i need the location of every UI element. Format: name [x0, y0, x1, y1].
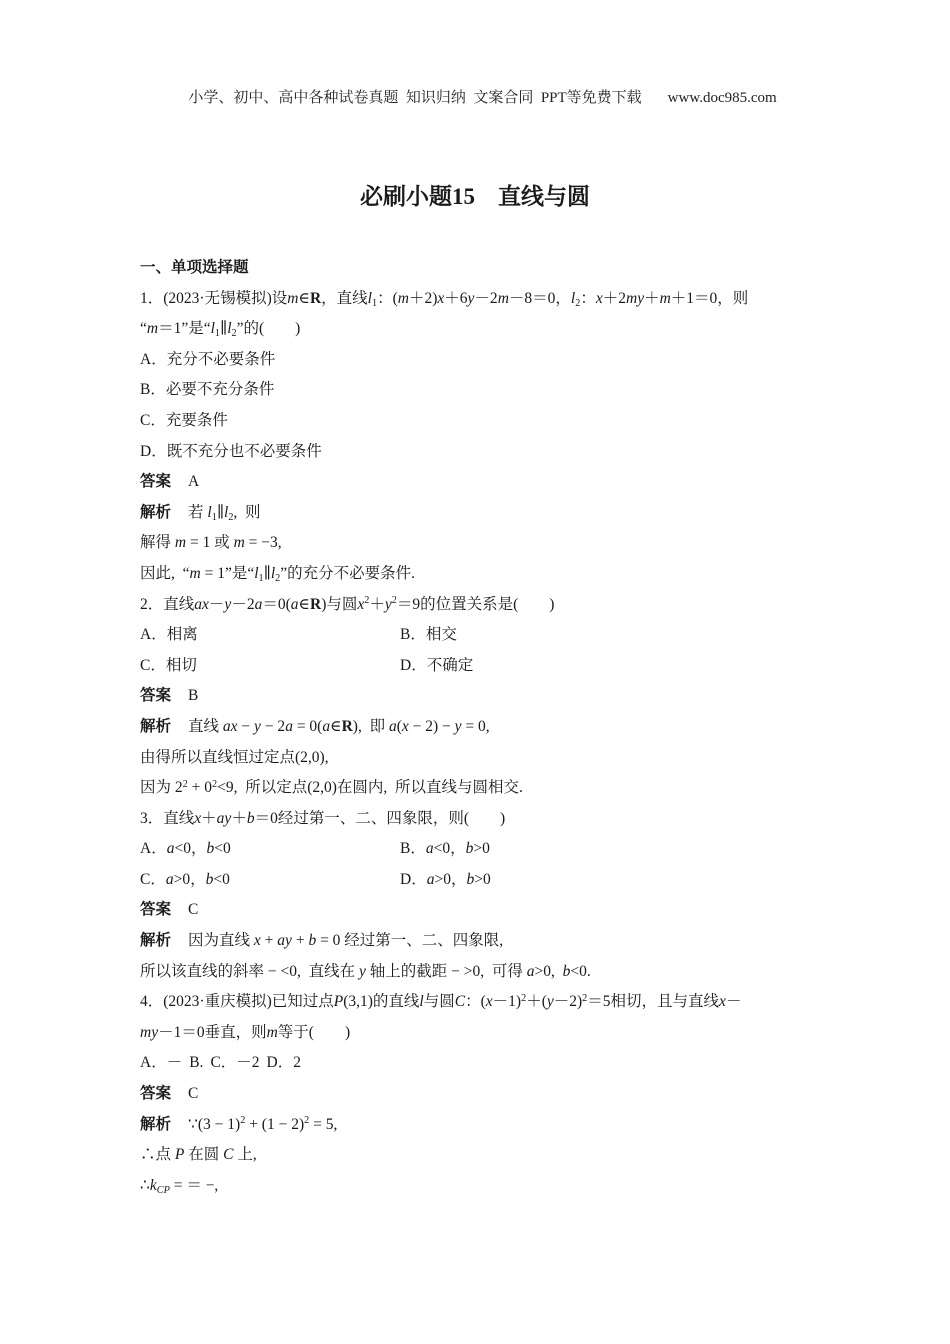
analysis-label: 解析: [140, 503, 172, 521]
answer-line: [140, 1079, 820, 1110]
option-label: D．: [266, 1054, 294, 1072]
math-variable: y: [358, 962, 366, 980]
text-run: ∈: [298, 595, 310, 613]
math-bold-symbol: R: [341, 717, 353, 735]
text-run: 因为 2: [140, 779, 183, 797]
text-run: 直线: [188, 717, 223, 735]
answer-line: [140, 895, 820, 926]
math-variable: a: [285, 717, 293, 735]
math-variable: a: [322, 717, 331, 735]
math-variable: x: [595, 289, 603, 307]
text-run: − 2) −: [408, 717, 455, 735]
math-variable: m: [397, 289, 409, 307]
math-variable: m: [287, 289, 299, 307]
question-stem: [140, 590, 820, 621]
text-run: , 则: [233, 503, 261, 521]
math-variable: l: [207, 503, 212, 521]
text-run: ∴: [140, 1176, 150, 1194]
superscript: 2: [391, 595, 397, 607]
text-run: ＋2): [408, 289, 438, 307]
text-run: ＋1＝0，则: [670, 289, 749, 307]
math-variable: y: [454, 717, 462, 735]
option-c: [140, 651, 400, 682]
site-header-text: 小学、初中、高中各种试卷真题 知识归纳 文案合同 PPT等免费下载: [188, 90, 642, 106]
option-label: B.: [189, 1054, 204, 1072]
answer-line: [140, 681, 820, 712]
text-run: >0，: [173, 870, 206, 888]
answer-value: C: [188, 1085, 199, 1103]
option-c: [140, 865, 400, 896]
text-run: )与圆: [321, 595, 358, 613]
text-run: −: [237, 717, 255, 735]
text-run: + 0: [187, 779, 212, 797]
math-variable: m: [266, 1023, 278, 1041]
text-run: －2: [231, 595, 255, 613]
text-run: 解得: [140, 534, 175, 552]
analysis-block: [140, 926, 820, 987]
question-stem-line: [140, 284, 820, 315]
option-d: [400, 651, 820, 682]
text-run: 上,: [233, 1146, 257, 1164]
question-1: [140, 284, 820, 590]
analysis-line: [140, 957, 820, 988]
math-variable: b: [308, 932, 317, 950]
math-variable: ax: [222, 717, 238, 735]
math-variable: m: [497, 289, 509, 307]
text-run: －2): [553, 993, 583, 1011]
text-run: ∥: [216, 503, 224, 521]
question-2: [140, 590, 820, 804]
analysis-line: [140, 1110, 820, 1141]
text-run: (: [396, 717, 402, 735]
math-variable: a: [388, 717, 397, 735]
italic-subscript: CP: [156, 1185, 170, 1197]
option-b: [400, 620, 820, 651]
site-header: [0, 68, 950, 106]
option-d: [267, 1048, 301, 1079]
text-run: = 0 经过第一、二、四象限,: [316, 932, 504, 950]
analysis-block: [140, 712, 820, 804]
option-label: C．: [140, 411, 166, 429]
math-variable: my: [140, 1023, 159, 1041]
analysis-block: [140, 1110, 820, 1202]
superscript: 2: [240, 1115, 246, 1127]
analysis-block: [140, 498, 820, 590]
option-label: A．: [140, 840, 167, 858]
answer-value: C: [188, 901, 199, 919]
analysis-label: 解析: [140, 717, 172, 735]
answer-value: A: [188, 473, 200, 491]
text-run: ＝0(: [262, 595, 291, 613]
text-run: 4．(2023·重庆模拟)已知过点: [140, 993, 334, 1011]
question-stem-line: [140, 314, 820, 345]
analysis-line: [140, 528, 820, 559]
question-stem-line: [140, 590, 820, 621]
text-run: = 1 或: [186, 534, 234, 552]
text-run: = ＝ −,: [169, 1176, 219, 1194]
document-body: [140, 253, 820, 1201]
text-run: －1): [492, 993, 522, 1011]
math-variable: y: [546, 993, 554, 1011]
text-run: = 0,: [461, 717, 490, 735]
math-variable: a: [425, 840, 434, 858]
math-variable: b: [466, 870, 475, 888]
text-run: 若: [188, 503, 208, 521]
option-label: A．: [140, 350, 167, 368]
text-run: >0: [473, 840, 490, 858]
question-stem: [140, 284, 820, 345]
text-run: ”的充分不必要条件.: [280, 564, 416, 582]
section-heading: 一、单项选择题: [140, 259, 249, 276]
math-variable: y: [254, 717, 261, 735]
text-run: ＋6: [444, 289, 468, 307]
math-variable: l: [210, 320, 215, 338]
option-label: A．: [140, 1054, 167, 1072]
math-variable: a: [290, 595, 299, 613]
option-list: [140, 620, 820, 681]
text-run: + (1 − 2): [245, 1115, 305, 1133]
math-variable: ay: [216, 809, 232, 827]
text-run: = 0(: [292, 717, 323, 735]
text-run: ＝9的位置关系是( ): [396, 595, 555, 613]
analysis-line: [140, 1140, 820, 1171]
text-run: <0，: [433, 840, 466, 858]
text-run: ＝0经过第一、二、四象限，则( ): [254, 809, 506, 827]
math-variable: my: [626, 289, 645, 307]
math-variable: a: [254, 595, 263, 613]
text-run: 相切: [165, 656, 197, 674]
math-variable: b: [562, 962, 571, 980]
math-variable: y: [224, 595, 232, 613]
math-variable: a: [166, 840, 175, 858]
text-run: ∴点: [140, 1146, 175, 1164]
text-run: 轴上的截距 − >0, 可得: [365, 962, 527, 980]
question-4: [140, 987, 820, 1201]
analysis-line: [140, 773, 820, 804]
math-variable: x: [401, 717, 409, 735]
answer-label: 答案: [140, 473, 172, 491]
option-a: [140, 620, 400, 651]
text-run: ), 即: [352, 717, 389, 735]
option-label: C．: [210, 1054, 237, 1072]
text-run: ＋(: [526, 993, 547, 1011]
math-variable: x: [719, 993, 726, 1011]
option-c: [210, 1048, 259, 1079]
option-b: [189, 1048, 203, 1079]
page-title: 必刷小题15 直线与圆: [360, 184, 590, 209]
math-variable: b: [246, 809, 255, 827]
analysis-label: 解析: [140, 1115, 172, 1133]
text-run: －2: [236, 1054, 260, 1072]
text-run: 不确定: [426, 656, 474, 674]
option-label: B．: [140, 381, 166, 399]
text-run: 因为直线: [188, 932, 254, 950]
text-run: 等于( ): [277, 1023, 351, 1041]
text-run: >0，: [434, 870, 467, 888]
math-variable: y: [384, 595, 392, 613]
question-stem-line: [140, 987, 820, 1018]
math-variable: m: [189, 564, 201, 582]
text-run: = −3,: [244, 534, 282, 552]
text-run: >0,: [534, 962, 563, 980]
analysis-line: [140, 712, 820, 743]
option-label: A．: [140, 626, 167, 644]
text-run: <0: [214, 840, 231, 858]
text-run: 2．直线: [140, 595, 195, 613]
math-bold-symbol: R: [309, 289, 322, 307]
subscript: 1: [211, 512, 217, 524]
math-variable: x: [357, 595, 365, 613]
text-run: = 1”是“: [200, 564, 255, 582]
text-run: ，直线: [321, 289, 368, 307]
option-a: [140, 1048, 182, 1079]
text-run: +: [291, 932, 309, 950]
math-variable: x: [437, 289, 445, 307]
math-variable: l: [367, 289, 372, 307]
math-variable: C: [454, 993, 466, 1011]
math-variable: ay: [277, 932, 292, 950]
option-label: C．: [140, 870, 166, 888]
option-label: D．: [140, 442, 167, 460]
math-variable: ax: [194, 595, 209, 613]
text-run: >0: [474, 870, 491, 888]
question-stem-line: [140, 1018, 820, 1049]
superscript: 2: [304, 1115, 310, 1127]
text-run: ∈: [330, 717, 342, 735]
text-run: <0: [213, 870, 230, 888]
math-variable: l: [254, 564, 259, 582]
text-run: <0.: [570, 962, 591, 980]
text-run: ＋: [369, 595, 385, 613]
text-run: ：: [580, 289, 596, 307]
math-variable: b: [465, 840, 474, 858]
math-variable: P: [333, 993, 344, 1011]
text-run: ＝5相切，且与直线: [587, 993, 720, 1011]
text-run: <0，: [174, 840, 207, 858]
math-variable: k: [149, 1176, 157, 1194]
analysis-line: [140, 926, 820, 957]
text-run: －: [208, 595, 225, 613]
text-run: －: [725, 993, 742, 1011]
option-a: [140, 345, 820, 376]
subscript: 1: [214, 328, 221, 340]
text-run: 2: [293, 1054, 301, 1072]
text-run: ＋: [231, 809, 247, 827]
text-run: 与圆: [423, 993, 455, 1011]
text-run: 由得所以直线恒过定点(2,0),: [140, 748, 329, 766]
math-variable: x: [485, 993, 493, 1011]
text-run: 因此, “: [140, 564, 190, 582]
option-d: [140, 437, 820, 468]
answer-label: 答案: [140, 1085, 172, 1103]
analysis-label: 解析: [140, 932, 172, 950]
superscript: 2: [364, 595, 370, 607]
math-variable: P: [174, 1146, 185, 1164]
subscript: 2: [228, 512, 234, 524]
text-run: 相离: [166, 626, 198, 644]
answer-line: [140, 467, 820, 498]
option-label: D．: [400, 656, 427, 674]
text-run: ：(: [377, 289, 398, 307]
option-label: C．: [140, 656, 166, 674]
math-variable: y: [467, 289, 475, 307]
analysis-line: [140, 559, 820, 590]
math-variable: a: [426, 870, 435, 888]
option-b: [400, 834, 820, 865]
math-variable: l: [224, 503, 229, 521]
superscript: 2: [582, 992, 588, 1004]
text-run: ＋: [644, 289, 660, 307]
text-run: 在圆: [184, 1146, 224, 1164]
text-run: ∥: [263, 564, 271, 582]
subscript: 2: [231, 328, 237, 340]
math-variable: C: [223, 1146, 234, 1164]
text-run: 充要条件: [165, 411, 228, 429]
option-b: [140, 375, 820, 406]
text-run: －2: [474, 289, 498, 307]
math-variable: l: [227, 320, 232, 338]
text-run: 充分不必要条件: [166, 350, 276, 368]
text-run: ∵(3 − 1): [188, 1115, 241, 1133]
text-run: <9, 所以定点(2,0)在圆内, 所以直线与圆相交.: [217, 779, 523, 797]
question-stem-line: [140, 804, 820, 835]
math-variable: m: [659, 289, 671, 307]
question-stem: [140, 804, 820, 835]
option-d: [400, 865, 820, 896]
subscript: 1: [258, 573, 264, 585]
math-bold-symbol: R: [309, 595, 322, 613]
text-run: 必要不充分条件: [165, 381, 275, 399]
analysis-line: [140, 743, 820, 774]
text-run: ＋: [201, 809, 217, 827]
option-c: [140, 406, 820, 437]
text-run: ∈: [298, 289, 310, 307]
text-run: －8＝0，: [508, 289, 571, 307]
question-3: [140, 804, 820, 988]
text-run: (3,1)的直线: [343, 993, 420, 1011]
math-variable: x: [253, 932, 261, 950]
math-variable: m: [233, 534, 245, 552]
subscript: 2: [575, 297, 581, 309]
math-variable: x: [194, 809, 202, 827]
option-label: B．: [400, 626, 426, 644]
text-run: − 2: [260, 717, 286, 735]
math-variable: a: [165, 870, 174, 888]
text-run: ：(: [465, 993, 486, 1011]
superscript: 2: [182, 778, 188, 790]
analysis-line: [140, 498, 820, 529]
answer-value: B: [188, 687, 199, 705]
text-run: －1＝0垂直，则: [158, 1023, 267, 1041]
option-list: [140, 345, 820, 467]
option-label: B．: [400, 840, 426, 858]
option-label: D．: [400, 870, 427, 888]
subscript: 1: [371, 297, 378, 309]
text-run: 1．(2023·无锡模拟)设: [140, 289, 288, 307]
subscript: 2: [275, 573, 281, 585]
text-run: ＝1”是“: [158, 320, 211, 338]
text-run: = 5,: [309, 1115, 338, 1133]
math-variable: l: [570, 289, 576, 307]
analysis-line: [140, 1171, 820, 1202]
math-variable: b: [206, 840, 215, 858]
text-run: “: [140, 320, 147, 338]
superscript: 2: [212, 778, 218, 790]
text-run: ∥: [220, 320, 228, 338]
math-variable: a: [526, 962, 535, 980]
math-variable: m: [174, 534, 187, 552]
math-variable: l: [419, 993, 424, 1011]
option-a: [140, 834, 400, 865]
text-run: 所以该直线的斜率 − <0, 直线在: [140, 962, 359, 980]
math-variable: m: [146, 320, 159, 338]
text-run: ”的( ): [236, 320, 301, 338]
option-list: [140, 1048, 820, 1079]
math-variable: b: [205, 870, 214, 888]
text-run: ＋2: [602, 289, 626, 307]
option-list: [140, 834, 820, 895]
question-stem: [140, 987, 820, 1048]
text-run: 3．直线: [140, 809, 195, 827]
superscript: 2: [521, 992, 527, 1004]
answer-label: 答案: [140, 901, 172, 919]
math-variable: l: [270, 564, 276, 582]
site-url: www.doc985.com: [667, 90, 777, 106]
text-run: 既不充分也不必要条件: [166, 442, 322, 460]
answer-label: 答案: [140, 687, 172, 705]
text-run: －: [166, 1054, 183, 1072]
text-run: 相交: [425, 626, 457, 644]
text-run: +: [260, 932, 278, 950]
